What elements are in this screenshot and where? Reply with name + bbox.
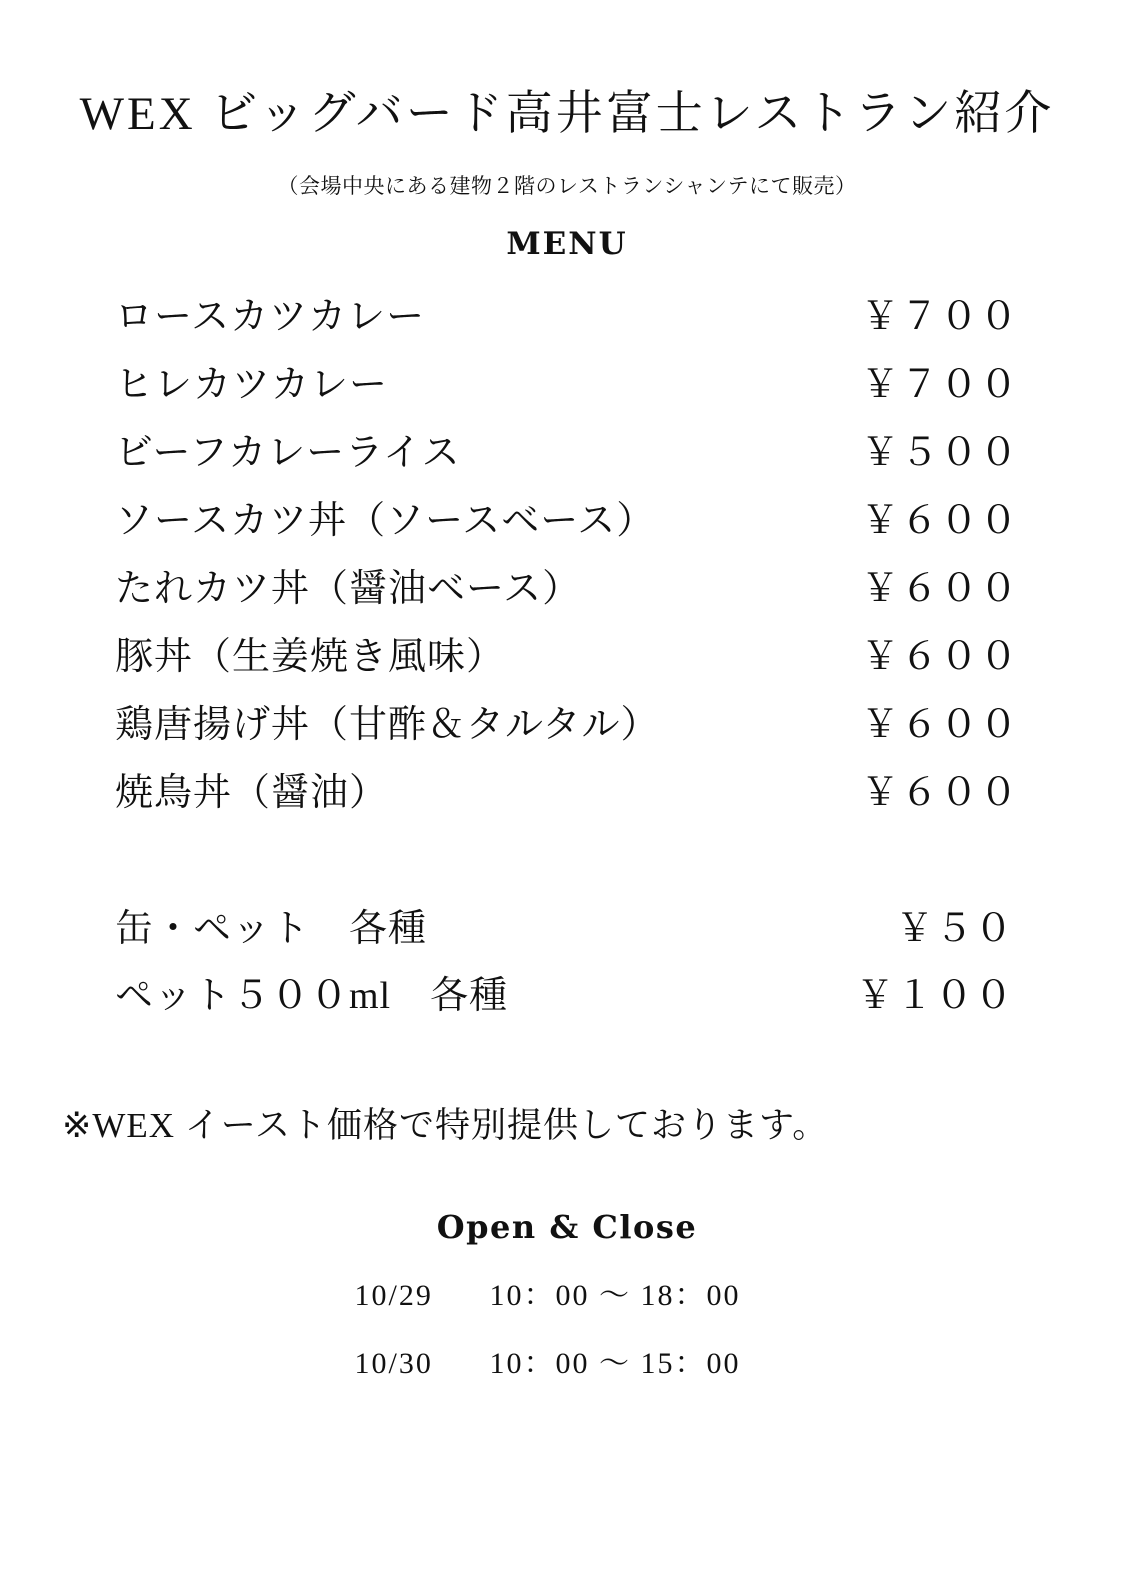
drink-item [0, 967, 1134, 1026]
menu-item [0, 560, 1134, 619]
hours-time: 10：00 〜 18：00 [489, 1279, 741, 1313]
menu-item-price: ￥７００ [860, 364, 1019, 407]
menu-item [0, 764, 1134, 823]
hours-item [0, 1270, 1134, 1314]
menu-item-price: ￥７００ [860, 296, 1019, 339]
drink-item-name: ペット５００ml 各種 [115, 975, 509, 1018]
menu-item [0, 628, 1134, 687]
menu-item-price: ￥６００ [860, 500, 1019, 543]
drink-item-name: 缶・ペット 各種 [115, 907, 428, 950]
hours-heading: Open & Close [436, 1208, 698, 1247]
menu-item [0, 356, 1134, 415]
menu-item-name: ソースカツ丼（ソースベース） [115, 500, 656, 543]
menu-item-name: 焼鳥丼（醤油） [115, 771, 389, 814]
menu-item-price: ￥６００ [860, 703, 1019, 746]
hours-list [0, 1270, 1134, 1382]
menu-item-name: ロースカツカレー [115, 296, 426, 339]
menu-item [0, 696, 1134, 755]
page-title: WEX ビッグバード高井富士レストラン紹介 [79, 88, 1055, 140]
hours-item [0, 1338, 1134, 1382]
price-note: ※WEX イースト価格で特別提供しております。 [62, 1106, 829, 1146]
menu-item [0, 288, 1134, 347]
menu-item-name: 鶏唐揚げ丼（甘酢＆タルタル） [115, 703, 660, 746]
drink-item [0, 900, 1134, 959]
menu-item-name: ヒレカツカレー [115, 364, 389, 407]
menu-list [0, 288, 1134, 822]
hours-date: 10/30 [354, 1347, 433, 1381]
menu-item-name: ビーフカレーライス [115, 432, 461, 475]
menu-item-price: ￥６００ [860, 567, 1019, 610]
menu-item-name: 豚丼（生姜焼き風味） [115, 635, 506, 678]
menu-item [0, 424, 1134, 483]
hours-date: 10/29 [354, 1279, 433, 1313]
hours-time: 10：00 〜 15：00 [489, 1347, 741, 1381]
menu-item-price: ￥５００ [860, 432, 1019, 475]
drink-list [0, 900, 1134, 1027]
drink-item-price: ￥１００ [855, 975, 1014, 1018]
drink-item-price: ￥５０ [895, 907, 1014, 950]
menu-item [0, 492, 1134, 551]
menu-item-name: たれカツ丼（醤油ベース） [115, 567, 582, 610]
menu-item-price: ￥６００ [860, 635, 1019, 678]
section-spacer [0, 832, 1134, 900]
menu-heading: MENU [506, 226, 628, 263]
page-subtitle: （会場中央にある建物２階のレストランシャンテにて販売） [277, 174, 857, 199]
menu-item-price: ￥６００ [860, 771, 1019, 814]
